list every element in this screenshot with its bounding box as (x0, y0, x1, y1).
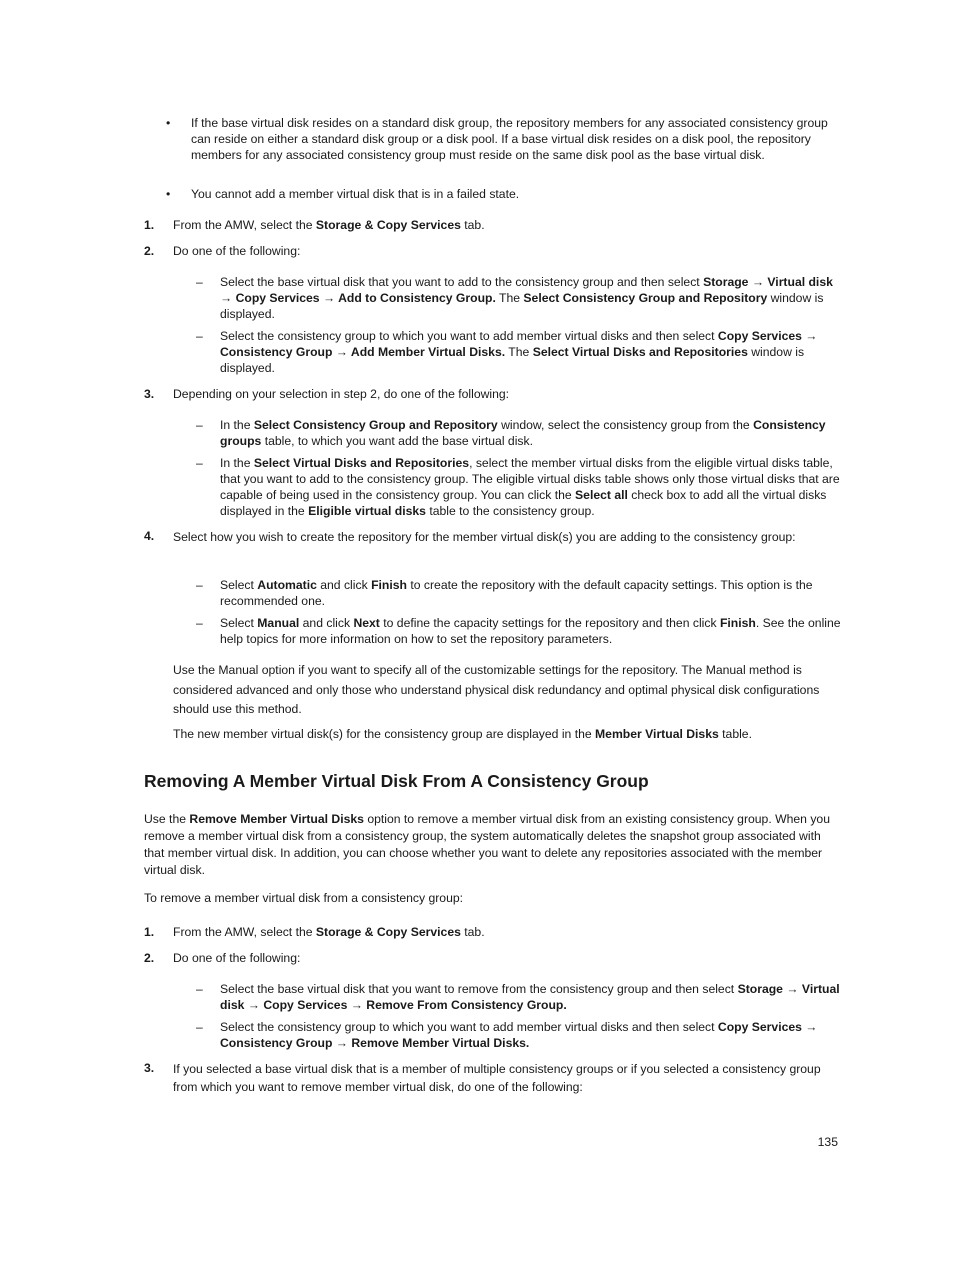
dash-marker: – (196, 1020, 203, 1034)
step-text: Select how you wish to create the repository for the member virtual disk(s) you are adding to the consistency group: (173, 530, 796, 544)
bullet-marker: • (166, 116, 171, 130)
dash-text: Select the consistency group to which you want to add member virtual disks and then select Copy Services → Consistency Group → Remove Member Virtual Disks. (220, 1020, 818, 1050)
dash-text: In the Select Virtual Disks and Repositories, select the member virtual disks from the eligible virtual disks table, that you want to add to the consistency group. The eligible virtual disks table shows only those virtual disks that are capable of being used in the consistency group. You can click the Select all check box to add all the virtual disks displayed in the Eligible virtual disks table to the consistency group. (220, 456, 840, 518)
step-text: Depending on your selection in step 2, do one of the following: (173, 387, 510, 401)
dash-marker: – (196, 982, 203, 996)
step-text: Do one of the following: (173, 951, 301, 965)
dash-marker: – (196, 456, 203, 470)
step-number: 4. (144, 529, 155, 543)
step-number: 2. (144, 951, 155, 965)
dash-text: Select the consistency group to which you want to add member virtual disks and then select Copy Services → Consistency Group → Add Member Virtual Disks. The Select Virtual Disks and Repositories window is displayed. (220, 329, 818, 375)
step-text: Do one of the following: (173, 244, 301, 258)
intro-text: To remove a member virtual disk from a consistency group: (144, 891, 464, 905)
dash-text: In the Select Consistency Group and Repository window, select the consistency group from the Consistency groups table, to which you want add the base virtual disk. (220, 418, 826, 448)
step-number: 3. (144, 1061, 155, 1075)
dash-marker: – (196, 418, 203, 432)
intro-text: Use the Remove Member Virtual Disks option to remove a member virtual disk from an existing consistency group. When you remove a member virtual disk from a consistency group, the system automatically deletes the snapshot group associated with that member virtual disk. In addition, you can choose whether you want to delete any repositories associated with the member virtual disk. (144, 812, 830, 877)
dash-marker: – (196, 616, 203, 630)
bullet-text: If the base virtual disk resides on a standard disk group, the repository members for any associated consistency group can reside on either a standard disk group or a disk pool. If a base virtual disk resides on a disk pool, the repository members for any associated consistency group must reside on the same disk pool as the base virtual disk. (191, 116, 828, 162)
step-text: From the AMW, select the Storage & Copy Services tab. (173, 218, 485, 232)
dash-text: Select the base virtual disk that you want to remove from the consistency group and then select Storage → Virtual disk → Copy Services → Remove From Consistency Group. (220, 982, 840, 1012)
dash-marker: – (196, 578, 203, 592)
bullet-marker: • (166, 187, 171, 201)
step-text: If you selected a base virtual disk that is a member of multiple consistency groups or if you selected a consistency group from which you want to remove member virtual disk, do one of the following: (173, 1062, 821, 1094)
dash-text: Select Automatic and click Finish to create the repository with the default capacity settings. This option is the recommended one. (220, 578, 813, 608)
step-text: From the AMW, select the Storage & Copy Services tab. (173, 925, 485, 939)
section-heading: Removing A Member Virtual Disk From A Consistency Group (144, 771, 649, 791)
bullet-text: You cannot add a member virtual disk that is in a failed state. (191, 187, 520, 201)
note-text: Use the Manual option if you want to specify all of the customizable settings for the repository. The Manual method is considered advanced and only those who understand physical disk redundancy and optimal physical disk configurations should use this method. (173, 663, 820, 716)
page-number: 135 (817, 1135, 838, 1149)
dash-text: Select Manual and click Next to define the capacity settings for the repository and then click Finish. See the online help topics for more information on how to set the repository parameters. (220, 616, 841, 646)
dash-text: Select the base virtual disk that you want to add to the consistency group and then select Storage → Virtual disk → Copy Services → Add to Consistency Group. The Select Consistency Group and Repository window is displayed. (220, 275, 833, 321)
step-number: 2. (144, 244, 155, 258)
step-number: 3. (144, 387, 155, 401)
step-number: 1. (144, 925, 155, 939)
dash-marker: – (196, 329, 203, 343)
dash-marker: – (196, 275, 203, 289)
note-text: The new member virtual disk(s) for the consistency group are displayed in the Member Virtual Disks table. (173, 727, 752, 741)
step-number: 1. (144, 218, 155, 232)
